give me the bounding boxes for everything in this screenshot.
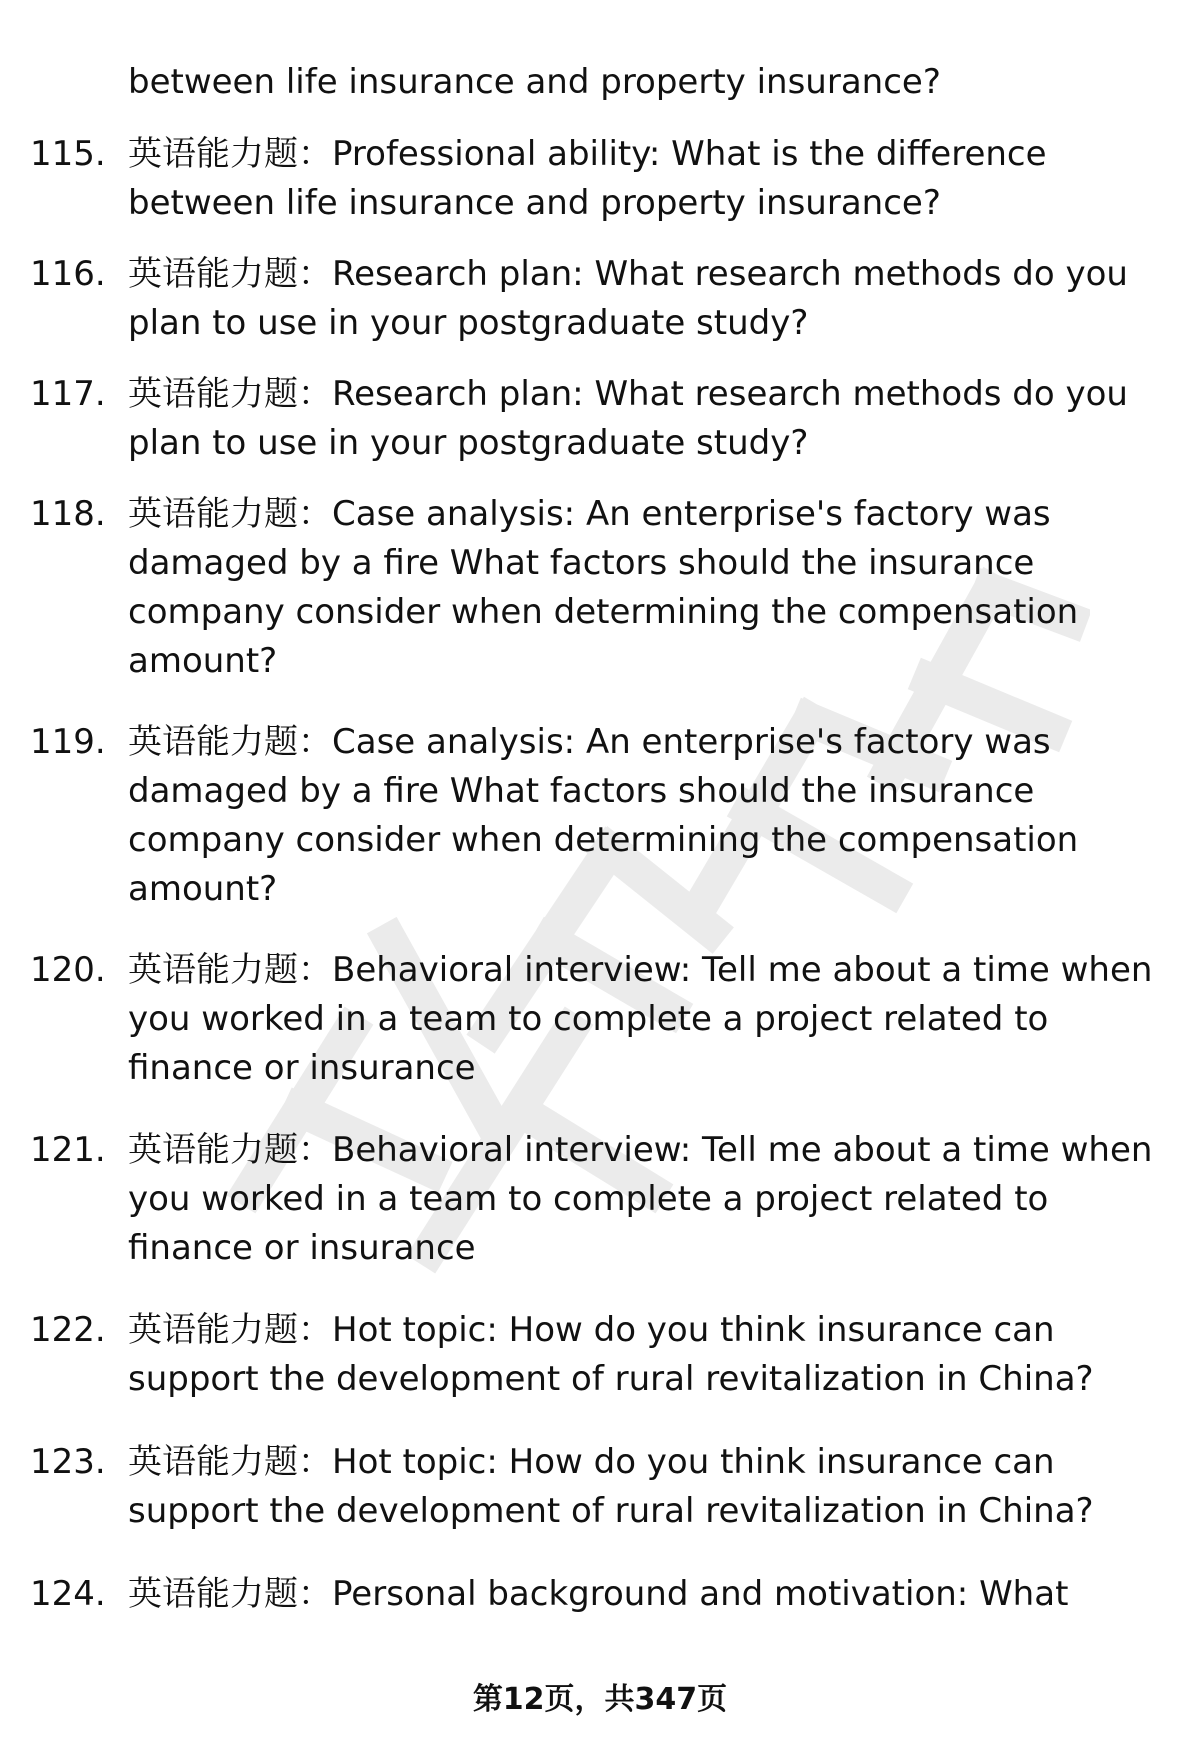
question-body <box>128 370 1170 468</box>
question-number: 116. <box>30 254 106 294</box>
question-text: Hot topic: How do you think insurance can support the development of rural revitalization in China? <box>128 1442 1094 1531</box>
question-category: 英语能力题： <box>128 494 332 534</box>
question-number: 122. <box>30 1310 106 1350</box>
question-body <box>128 1126 1170 1273</box>
question-body <box>128 1306 1170 1404</box>
question-body <box>128 490 1170 686</box>
question-number: 119. <box>30 722 106 762</box>
question-body <box>128 130 1170 228</box>
continued-question-text: between life insurance and property insurance? <box>128 62 941 102</box>
question-text: Personal background and motivation: What <box>332 1574 1069 1614</box>
question-body <box>128 1570 1170 1619</box>
question-body <box>128 1438 1170 1536</box>
question-item <box>30 490 1170 686</box>
question-item <box>30 1438 1170 1536</box>
question-category: 英语能力题： <box>128 1310 332 1350</box>
question-text: Case analysis: An enterprise's factory was damaged by a fire What factors should the insurance company consider when determining the compensation amount? <box>128 722 1079 909</box>
question-text: Professional ability: What is the difference between life insurance and property insurance? <box>128 134 1047 223</box>
question-item <box>30 370 1170 468</box>
question-category: 英语能力题： <box>128 134 332 174</box>
question-category: 英语能力题： <box>128 1442 332 1482</box>
question-text: Case analysis: An enterprise's factory was damaged by a fire What factors should the insurance company consider when determining the compensation amount? <box>128 494 1079 681</box>
question-category: 英语能力题： <box>128 254 332 294</box>
question-item <box>30 718 1170 914</box>
question-item <box>30 130 1170 228</box>
question-number: 115. <box>30 134 106 174</box>
question-item <box>30 1306 1170 1404</box>
question-text: Behavioral interview: Tell me about a time when you worked in a team to complete a project related to finance or insurance <box>128 950 1153 1088</box>
question-category: 英语能力题： <box>128 1574 332 1614</box>
question-category: 英语能力题： <box>128 374 332 414</box>
question-number: 124. <box>30 1574 106 1614</box>
question-category: 英语能力题： <box>128 722 332 762</box>
page-number-footer: 第12页，共347页 <box>472 1682 728 1717</box>
question-number: 118. <box>30 494 106 534</box>
question-text: Research plan: What research methods do you plan to use in your postgraduate study? <box>128 254 1128 343</box>
question-body <box>128 946 1170 1093</box>
question-body <box>128 250 1170 348</box>
question-text: Behavioral interview: Tell me about a time when you worked in a team to complete a project related to finance or insurance <box>128 1130 1153 1268</box>
question-body <box>128 718 1170 914</box>
question-number: 117. <box>30 374 106 414</box>
question-category: 英语能力题： <box>128 950 332 990</box>
question-text: Hot topic: How do you think insurance can support the development of rural revitalization in China? <box>128 1310 1094 1399</box>
question-item <box>30 1570 1170 1619</box>
question-item <box>30 946 1170 1093</box>
question-text: Research plan: What research methods do you plan to use in your postgraduate study? <box>128 374 1128 463</box>
question-number: 121. <box>30 1130 106 1170</box>
question-category: 英语能力题： <box>128 1130 332 1170</box>
question-item <box>30 250 1170 348</box>
question-item <box>30 1126 1170 1273</box>
question-number: 123. <box>30 1442 106 1482</box>
question-number: 120. <box>30 950 106 990</box>
